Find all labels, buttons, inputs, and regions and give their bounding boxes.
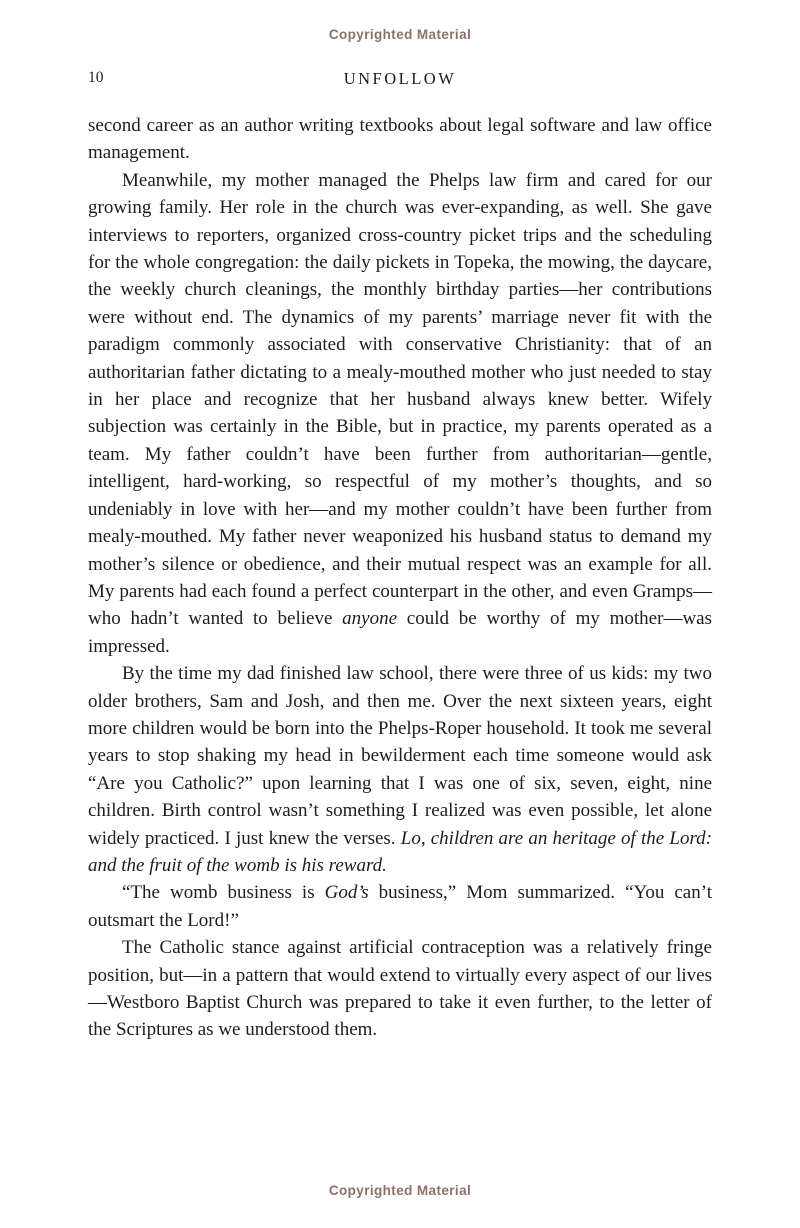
- running-title: UNFOLLOW: [343, 69, 457, 88]
- text-run: “The womb business is: [122, 882, 325, 904]
- text-run: Meanwhile, my mother managed the Phelps law firm and cared for our growing family. Her role in the church was ever-expanding, as well. She gave interviews to reporters, organized cross-country picket trips and the scheduling for the whole congregation: the daily pickets in Topeka, the mowing, the daycare, the weekly church cleanings, the monthly birthday parties—her contributions were without end. The dynamics of my parents’ marriage never fit with the paradigm commonly associated with conservative Christianity: that of an authoritarian father dictating to a mealy-mouthed mother who just needed to stay in her place and recognize that her husband always knew better. Wifely subjection was certainly in the Bible, but in practice, my parents operated as a team. My father couldn’t have been further from authoritarian—gentle, intelligent, hard-working, so respectful of my mother’s thoughts, and so undeniably in love with her—and my mother couldn’t have been further from mealy-mouthed. My father never weaponized his husband status to demand my mother’s silence or obedience, and their mutual respect was an example for all. My parents had each found a perfect counterpart in the other, and even Gramps—who hadn’t wanted to believe: [88, 169, 712, 630]
- paragraph: [88, 879, 712, 934]
- italic-text-run: God’s: [324, 882, 369, 904]
- page-number: 10: [88, 69, 104, 86]
- running-header: [0, 69, 800, 91]
- paragraph: [88, 167, 712, 660]
- italic-text-run: Lo, children are an heritage of the Lord: and the fruit of the womb is his reward.: [88, 827, 712, 876]
- text-run: By the time my dad finished law school, there were three of us kids: my two older brothers, Sam and Josh, and then me. Over the next sixteen years, eight more children would be born into the Phelps-Roper household. It took me several years to stop shaking my head in bewilderment each time someone would ask “Are you Catholic?” upon learning that I was one of six, seven, eight, nine children. Birth control wasn’t something I realized was even possible, let alone widely practiced. I just knew the verses.: [88, 663, 712, 849]
- body-text: [88, 112, 712, 1044]
- text-run: The Catholic stance against artificial contraception was a relatively fringe position, but—in a pattern that would extend to virtually every aspect of our lives—Westboro Baptist Church was prepared to take it even further, to the letter of the Scriptures as we understood them.: [88, 937, 712, 1041]
- paragraph: [88, 660, 712, 879]
- text-run: second career as an author writing textbooks about legal software and law office management.: [88, 115, 712, 164]
- paragraph: [88, 112, 712, 167]
- paragraph: [88, 934, 712, 1044]
- italic-text-run: anyone: [342, 608, 398, 630]
- copyright-notice-bottom: Copyrighted Material: [328, 1183, 472, 1198]
- text-run: business,” Mom summarized. “You can’t outsmart the Lord!”: [88, 882, 712, 931]
- copyright-notice-top: Copyrighted Material: [328, 27, 472, 42]
- text-run: could be worthy of my mother—was impressed.: [88, 608, 712, 657]
